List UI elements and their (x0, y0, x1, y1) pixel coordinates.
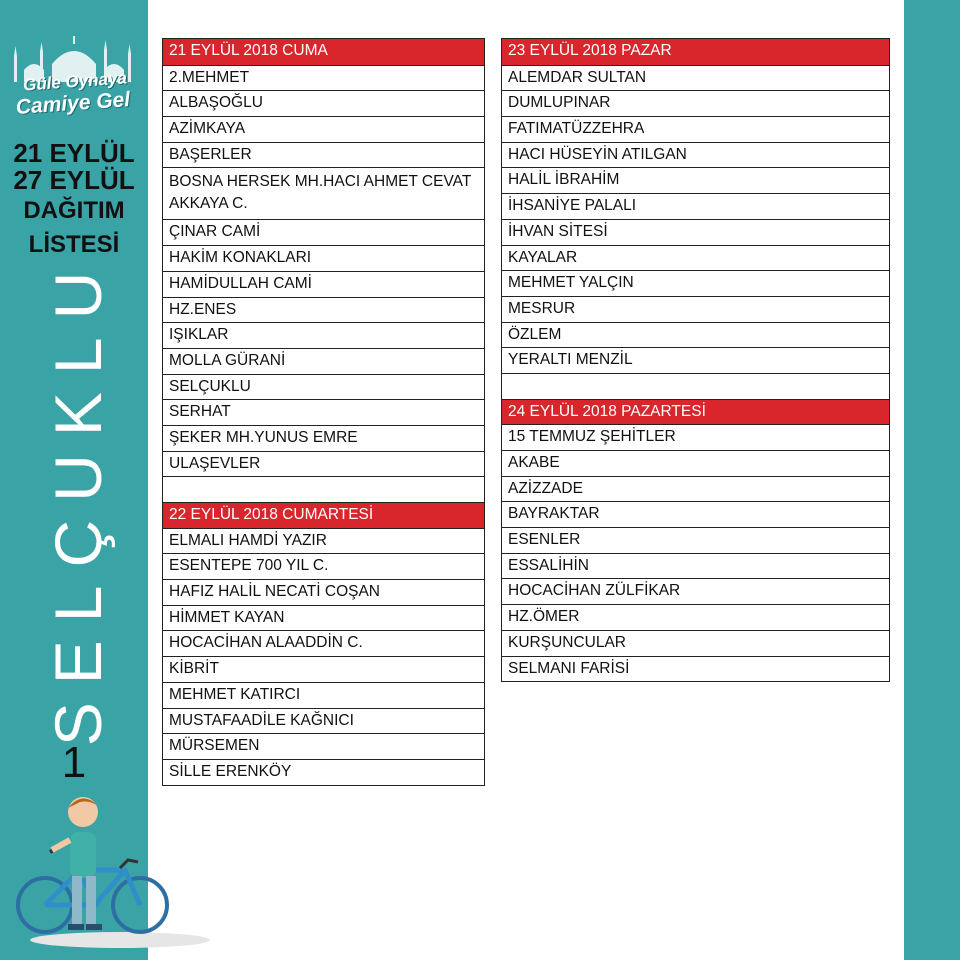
day-header: 24 EYLÜL 2018 PAZARTESİ (502, 399, 889, 425)
list-item: İHSANİYE PALALI (502, 193, 889, 219)
list-item: AKABE (502, 450, 889, 476)
list-item: HİMMET KAYAN (163, 605, 484, 631)
list-item: SELÇUKLU (163, 374, 484, 400)
right-decorative-strip (904, 0, 960, 960)
list-item: HALİL İBRAHİM (502, 167, 889, 193)
schedule-column-right (501, 38, 890, 682)
list-item: MUSTAFAADİLE KAĞNICI (163, 708, 484, 734)
side-title-line3: DAĞITIM (23, 197, 125, 224)
list-item: HOCACİHAN ZÜLFİKAR (502, 578, 889, 604)
list-item: ESENLER (502, 527, 889, 553)
schedule-column-left (162, 38, 485, 786)
list-item: HAMİDULLAH CAMİ (163, 271, 484, 297)
list-item: KİBRİT (163, 656, 484, 682)
list-item: ÇINAR CAMİ (163, 219, 484, 245)
list-item: HZ.ÖMER (502, 604, 889, 630)
vertical-district-name: SELÇUKLU (41, 253, 115, 747)
list-item: 2.MEHMET (163, 65, 484, 91)
list-item: HAKİM KONAKLARI (163, 245, 484, 271)
list-item: 15 TEMMUZ ŞEHİTLER (502, 424, 889, 450)
list-item: MEHMET YALÇIN (502, 270, 889, 296)
list-item: SERHAT (163, 399, 484, 425)
list-item: HOCACİHAN ALAADDİN C. (163, 630, 484, 656)
list-item: ESENTEPE 700 YIL C. (163, 553, 484, 579)
list-item: YERALTI MENZİL (502, 347, 889, 373)
list-item: IŞIKLAR (163, 322, 484, 348)
list-item: ELMALI HAMDİ YAZIR (163, 528, 484, 554)
side-title-line4: LİSTESİ (28, 231, 120, 258)
side-title (0, 140, 148, 262)
list-item: ESSALİHİN (502, 553, 889, 579)
side-title-line1: 21 EYLÜL (13, 138, 135, 168)
list-item: FATIMATÜZZEHRA (502, 116, 889, 142)
side-title-line2: 27 EYLÜL (13, 165, 135, 195)
list-item: ULAŞEVLER (163, 451, 484, 477)
list-item: HZ.ENES (163, 297, 484, 323)
day-header: 23 EYLÜL 2018 PAZAR (502, 39, 889, 65)
list-item: KURŞUNCULAR (502, 630, 889, 656)
logo-line2: Camiye Gel (15, 88, 131, 119)
list-item: ÖZLEM (502, 322, 889, 348)
day-header: 22 EYLÜL 2018 CUMARTESİ (163, 502, 484, 528)
list-item: ALBAŞOĞLU (163, 90, 484, 116)
list-item: MOLLA GÜRANİ (163, 348, 484, 374)
list-item: BOSNA HERSEK MH.HACI AHMET CEVAT AKKAYA C. (163, 167, 484, 219)
list-item: MEHMET KATIRCI (163, 682, 484, 708)
list-item: HAFIZ HALİL NECATİ COŞAN (163, 579, 484, 605)
list-item: ALEMDAR SULTAN (502, 65, 889, 91)
list-item: MÜRSEMEN (163, 733, 484, 759)
day-header: 21 EYLÜL 2018 CUMA (163, 39, 484, 65)
list-item: KAYALAR (502, 245, 889, 271)
boy-with-bicycle-illustration (10, 790, 210, 950)
list-item: AZİMKAYA (163, 116, 484, 142)
list-item: BAYRAKTAR (502, 501, 889, 527)
list-item: HACI HÜSEYİN ATILGAN (502, 142, 889, 168)
empty-row (502, 373, 889, 399)
list-item: ŞEKER MH.YUNUS EMRE (163, 425, 484, 451)
list-item: AZİZZADE (502, 476, 889, 502)
list-item: BAŞERLER (163, 142, 484, 168)
list-item: MESRUR (502, 296, 889, 322)
page-number: 1 (61, 738, 87, 787)
list-item: SİLLE ERENKÖY (163, 759, 484, 785)
logo-line1: Güle Oynaya (22, 68, 128, 95)
list-item: DUMLUPINAR (502, 90, 889, 116)
list-item: SELMANI FARİSİ (502, 656, 889, 682)
empty-row (163, 476, 484, 502)
list-item: İHVAN SİTESİ (502, 219, 889, 245)
